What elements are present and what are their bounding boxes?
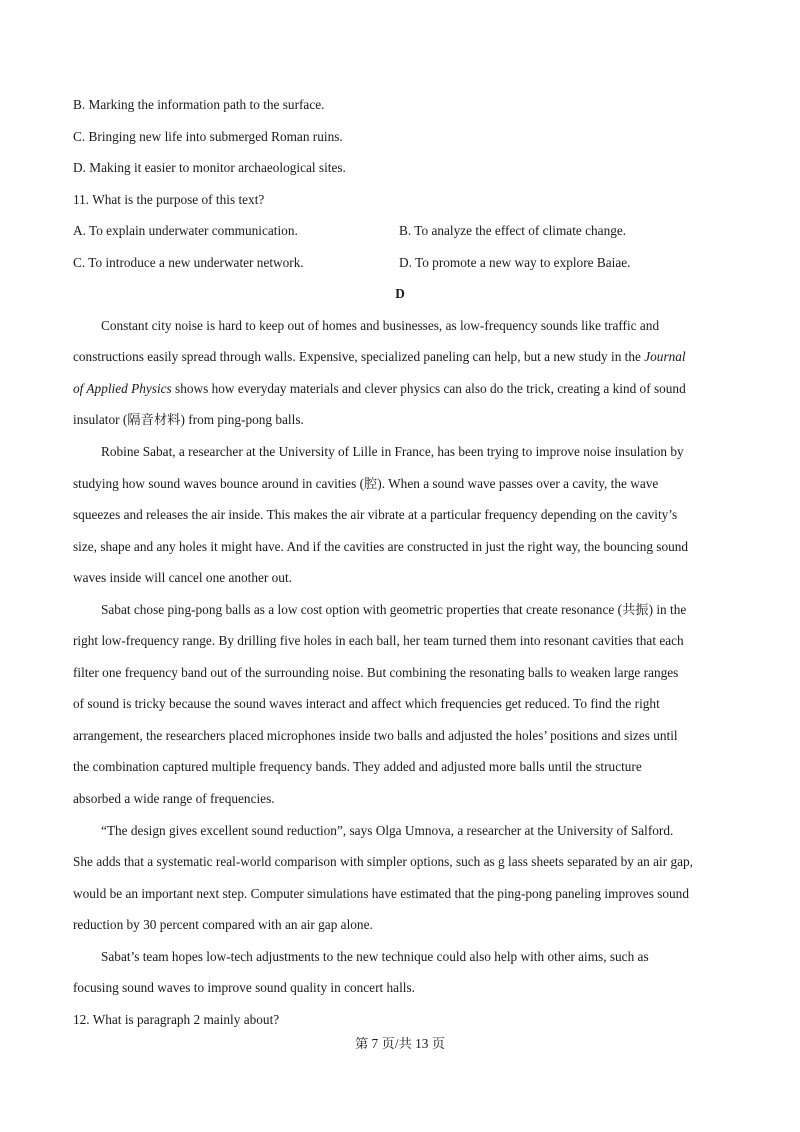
passage-p2-line: studying how sound waves bounce around in cavities (腔). When a sound wave passes over a cavity, the wave xyxy=(73,476,659,491)
passage-p3-line: the combination captured multiple frequency bands. They added and adjusted more balls until the structure xyxy=(73,759,642,774)
journal-name: of Applied Physics xyxy=(73,381,172,396)
passage-p2-line: size, shape and any holes it might have. And if the cavities are constructed in just the right way, the bouncing sound xyxy=(73,539,689,554)
passage-text: shows how everyday materials and clever physics can also do the trick, creating a kind of sound xyxy=(171,381,686,396)
passage-p2-line: waves inside will cancel one another out. xyxy=(73,570,292,585)
passage-p3-line: of sound is tricky because the sound waves interact and affect which frequencies get reduced. To find the right xyxy=(73,696,660,711)
q10-option-d: D. Making it easier to monitor archaeological sites. xyxy=(73,160,346,175)
passage-p3-line: filter one frequency band out of the surrounding noise. But combining the resonating balls to weaken large ranges xyxy=(73,665,679,680)
passage-p3-line: absorbed a wide range of frequencies. xyxy=(73,791,275,806)
passage-p3-line: arrangement, the researchers placed microphones inside two balls and adjusted the holes’ positions and sizes until xyxy=(73,728,678,743)
passage-p1-line xyxy=(73,348,686,366)
journal-name: Journal xyxy=(644,349,686,364)
passage-p4-line: She adds that a systematic real-world comparison with simpler options, such as g lass sheets separated by an air gap, xyxy=(73,854,693,869)
passage-p1-line: insulator (隔音材料) from ping-pong balls. xyxy=(73,412,304,427)
section-heading: D xyxy=(395,286,405,301)
q12-question: 12. What is paragraph 2 mainly about? xyxy=(73,1012,280,1027)
passage-text: constructions easily spread through walls. Expensive, specialized paneling can help, but a new study in the xyxy=(73,349,645,364)
q11-option-d: D. To promote a new way to explore Baiae. xyxy=(399,255,631,270)
passage-p2-line: squeezes and releases the air inside. This makes the air vibrate at a particular frequency depending on the cavity’s xyxy=(73,507,678,522)
passage-p4-line: reduction by 30 percent compared with an air gap alone. xyxy=(73,917,373,932)
passage-p5-line: focusing sound waves to improve sound quality in concert halls. xyxy=(73,980,415,995)
page-number: 第 7 页/共 13 页 xyxy=(354,1036,446,1051)
passage-p5-line: Sabat’s team hopes low-tech adjustments to the new technique could also help with other aims, such as xyxy=(101,949,649,964)
q11-question: 11. What is the purpose of this text? xyxy=(73,192,265,207)
passage-p3-line: Sabat chose ping-pong balls as a low cost option with geometric properties that create resonance (共振) in the xyxy=(101,602,687,617)
passage-p1-line: Constant city noise is hard to keep out of homes and businesses, as low-frequency sounds like traffic and xyxy=(101,318,660,333)
passage-p4-line: would be an important next step. Computer simulations have estimated that the ping-pong paneling improves sound xyxy=(73,886,689,901)
passage-p4-line: “The design gives excellent sound reduction”, says Olga Umnova, a researcher at the University of Salford. xyxy=(101,823,674,838)
q11-option-b: B. To analyze the effect of climate change. xyxy=(399,223,627,238)
q11-option-a: A. To explain underwater communication. xyxy=(73,223,298,238)
q11-option-c: C. To introduce a new underwater network. xyxy=(73,255,304,270)
passage-p2-line: Robine Sabat, a researcher at the University of Lille in France, has been trying to improve noise insulation by xyxy=(101,444,684,459)
passage-p1-line xyxy=(73,380,686,398)
q10-option-c: C. Bringing new life into submerged Roman ruins. xyxy=(73,129,343,144)
passage-p3-line: right low-frequency range. By drilling five holes in each ball, her team turned them into resonant cavities that each xyxy=(73,633,684,648)
q10-option-b: B. Marking the information path to the surface. xyxy=(73,97,325,112)
